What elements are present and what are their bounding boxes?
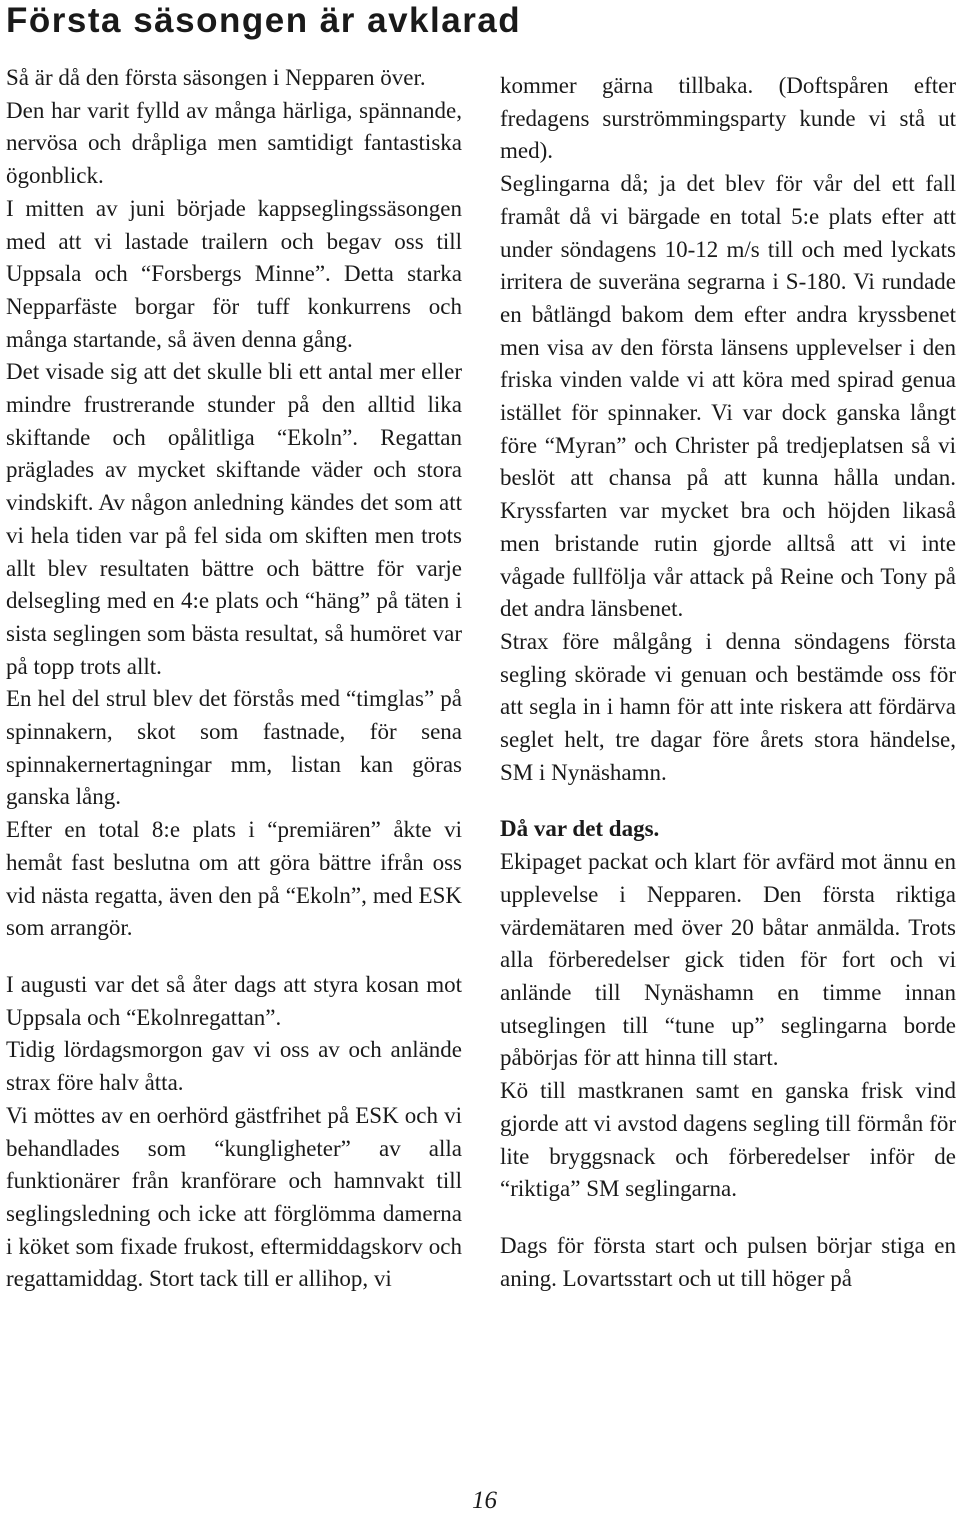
left-column [6, 62, 462, 1296]
paragraph: Den har varit fylld av många härliga, spännande, nervösa och dråpliga men samtidigt fantastiska ögonblick. [6, 97, 462, 189]
section-heading: Då var det dags. [500, 816, 660, 842]
page-title: Första säsongen är avklarad [6, 1, 522, 40]
paragraph: Det visade sig att det skulle bli ett antal mer eller mindre frustrerande stunder på den alltid lika skiftande och opålitliga “Ekoln”. Regattan präglades av mycket skiftande väder och stora vindskift. Av någon anledning kändes det som att vi hela tiden var på fel sida om skiften men trots allt blev resultaten bättre och bättre för varje delsegling med en 4:e plats och “häng” på täten i sista seglingen som bästa resultat, så humöret var på topp trots allt. [6, 359, 462, 679]
paragraph: Dags för första start och pulsen börjar stiga en aning. Lovartsstart och ut till höger på [500, 1232, 956, 1291]
paragraph: Så är då den första säsongen i Nepparen över. [6, 65, 426, 90]
right-column [500, 70, 956, 1295]
paragraph: kommer gärna tillbaka. (Doftspåren efter fredagens surströmmingsparty kunde vi stå ut med). [500, 73, 956, 164]
paragraph: Seglingarna då; ja det blev för vår del ett fall framåt då vi bärgade en total 5:e plats efter att under söndagens 10-12 m/s till och med lyckats irritera de suveräna segrarna i S-180. Vi rundade en båtlängd bakom dem efter andra kryssbenet men visa av den första länsens upplevelser i den friska vinden valde vi att köra med spirad genua istället för spinnaker. Vi var dock ganska långt före “Myran” och Christer på tredjeplatsen så vi beslöt att chansa på att kunna hålla undan. Kryssfarten var mycket bra och höjden likaså men bristande rutin gjorde alltså att vi inte vågade fullfölja vår attack på Reine och Tony på det andra länsbenet. [500, 171, 956, 622]
paragraph: Tidig lördagsmorgon gav vi oss av och anlände strax före halv åtta. [6, 1037, 462, 1096]
paragraph: I augusti var det så åter dags att styra kosan mot Uppsala och “Ekolnregattan”. [6, 971, 462, 1030]
paragraph: En hel del strul blev det förstås med “timglas” på spinnakern, skot som fastnade, för sena spinnakernertagningar mm, listan kan göras ganska lång. [6, 686, 462, 810]
paragraph: Ekipaget packat och klart för avfärd mot ännu en upplevelse i Nepparen. Den första riktiga värdemätaren med över 20 båtar anmälda. Trots alla förberedelser gick tiden för fort och vi anlände till Nynäshamn en timme innan utseglingen till “tune up” seglingarna borde påbörjas för att hinna till start. [500, 849, 956, 1071]
paragraph: Strax före målgång i denna söndagens första segling skörade vi genuan och bestämde oss för att segla in i hamn för att inte riskera att fördärva seglet helt, tre dagar före årets stora händelse, SM i Nynäshamn. [500, 628, 956, 785]
paragraph: Efter en total 8:e plats i “premiären” åkte vi hemåt fast beslutna om att göra bättre ifrån oss vid nästa regatta, även den på “Ekoln”, med ESK som arrangör. [6, 817, 462, 941]
page-number: 16 [472, 1487, 497, 1514]
paragraph: Vi möttes av en oerhörd gästfrihet på ESK och vi behandlades som “kungligheter” av alla funktionärer från kranförare och hamnvakt till seglingsledning och icke att förglömma damerna i köket som fixade frukost, eftermiddagskorv och regattamiddag. Stort tack till er allihop, vi [6, 1102, 462, 1292]
paragraph: Kö till mastkranen samt en ganska frisk vind gjorde att vi avstod dagens segling till förmån för lite bryggsnack och förberedelser inför de “riktiga” SM seglingarna. [500, 1078, 956, 1202]
paragraph: I mitten av juni började kappseglingssäsongen med att vi lastade trailern och begav oss till Uppsala och “Forsbergs Minne”. Detta starka Nepparfäste borgar för tuff konkurrens och många startande, så även denna gång. [6, 195, 462, 352]
